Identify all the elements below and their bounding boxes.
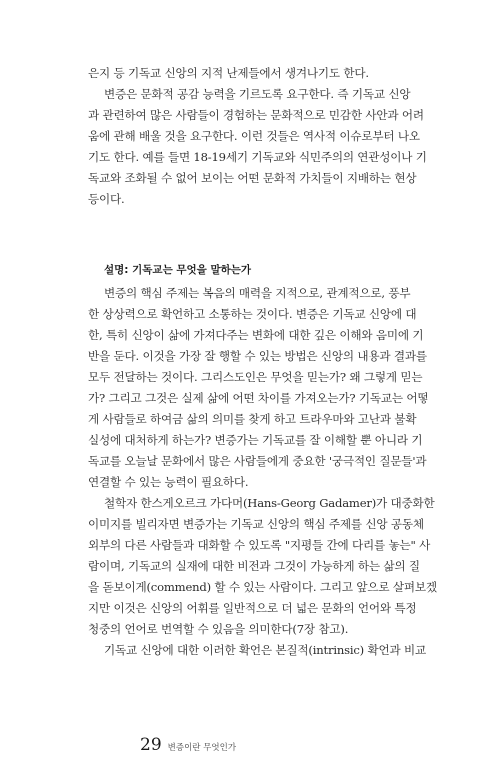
body-line: 독교와 조화될 수 없어 보이는 어떤 문화적 가치들이 지배하는 현상 [88, 171, 417, 185]
body-line: 실성에 대처하게 하는가? 변증가는 기독교를 잘 이해할 뿐 아니라 기 [88, 433, 423, 447]
body-line: 람이며, 기독교의 실재에 대한 비전과 그것이 가능하게 하는 삶의 질 [88, 559, 420, 573]
body-line: 변증의 핵심 주제는 복음의 매력을 지적으로, 관계적으로, 풍부 [104, 286, 411, 300]
body-line: 게 사람들로 하여금 삶의 의미를 찾게 하고 트라우마와 고난과 불확 [88, 412, 417, 426]
body-line: 한, 특히 신앙이 삶에 가져다주는 변화에 대한 깊은 이해와 음미에 기 [88, 328, 424, 342]
body-line: 철학자 한스게오르크 가다머(Hans-Georg Gadamer)가 대중화한 [104, 496, 435, 510]
body-line: 모두 전달하는 것이다. 그리스도인은 무엇을 믿는가? 왜 그렇게 믿는 [88, 370, 423, 384]
body-line: 움에 관해 배울 것을 요구한다. 이런 것들은 역사적 이슈로부터 나오 [88, 129, 420, 143]
running-title: 변증이란 무엇인가 [167, 743, 237, 753]
body-line: 이미지를 빌리자면 변증가는 기독교 신앙의 핵심 주제를 신앙 공동체 [88, 517, 424, 531]
body-line: 독교를 오늘날 문화에서 많은 사람들에게 중요한 '궁극적인 질문들'과 [88, 454, 427, 468]
body-line: 은지 등 기독교 신앙의 지적 난제들에서 생겨나기도 한다. [88, 66, 369, 80]
body-line: 기독교 신앙에 대한 이러한 확언은 본질적(intrinsic) 확언과 비교 [104, 643, 426, 657]
page-footer [140, 735, 236, 757]
body-line: 가? 그리고 그것은 실제 삶에 어떤 차이를 가져오는가? 기독교는 어떻 [88, 391, 429, 405]
body-line: 한 상상력으로 확언하고 소통하는 것이다. 변증은 기독교 신앙에 대 [88, 307, 417, 321]
section-heading: 설명: 기독교는 무엇을 말하는가 [104, 264, 252, 276]
body-line: 과 관련하여 많은 사람들이 경험하는 문화적으로 민감한 사안과 어려 [88, 108, 424, 122]
body-line: 기도 한다. 예를 들면 18-19세기 기독교와 식민주의의 연관성이나 기 [88, 150, 427, 164]
body-line: 지만 이것은 신앙의 어휘를 일반적으로 더 넓은 문화의 언어와 특정 [88, 601, 417, 615]
body-line: 을 돋보이게(commend) 할 수 있는 사람이다. 그리고 앞으로 살펴보겠 [88, 580, 437, 594]
page-number: 29 [140, 735, 162, 755]
body-line: 외부의 다른 사람들과 대화할 수 있도록 "지평들 간에 다리를 놓는" 사 [88, 538, 431, 552]
body-line: 변증은 문화적 공감 능력을 기르도록 요구한다. 즉 기독교 신앙 [104, 87, 411, 101]
body-line: 등이다. [88, 192, 125, 206]
body-line: 반을 둔다. 이것을 가장 잘 행할 수 있는 방법은 신앙의 내용과 결과를 [88, 349, 427, 363]
body-line: 연결할 수 있는 능력이 필요하다. [88, 475, 249, 489]
body-line: 청중의 언어로 번역할 수 있음을 의미한다(7장 참고). [88, 622, 349, 636]
